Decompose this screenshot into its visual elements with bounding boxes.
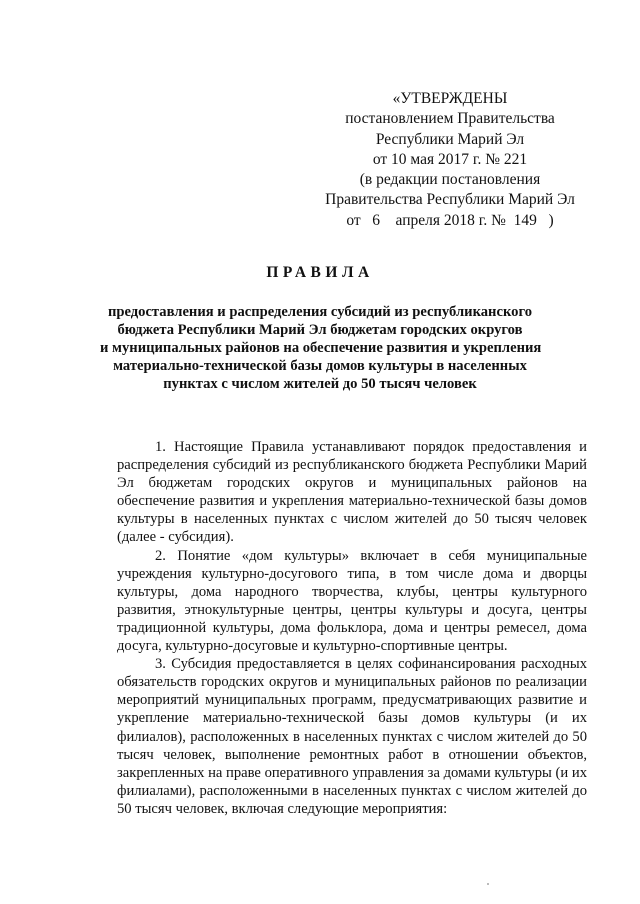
subtitle-line: материально-технической базы домов культуры в населенных	[113, 358, 527, 375]
subtitle-line: и муниципальных районов на обеспечение развития и укрепления	[100, 340, 542, 357]
approval-line: (в редакции постановления	[359, 171, 541, 189]
document-subtitle	[100, 303, 540, 393]
paragraph-2: 2. Понятие «дом культуры» включает в себя муниципальные учреждения культурно-досугового типа, в том числе дома и дворцы культуры, дома народного творчества, клубы, центры культурного развития, этнокультурные центры, центры культуры и досуга, центры традиционной культуры, дома фольклора, дома и центры ремесел, дома досуга, культурно-досуговые и культурно-спортивные центры.	[117, 547, 587, 655]
approval-line: «УТВЕРЖДЕНЫ	[392, 90, 508, 107]
approval-line: постановлением Правительства	[345, 110, 555, 128]
approval-line: от 6 апреля 2018 г. № 149 )	[346, 211, 554, 229]
document-body	[117, 438, 587, 818]
subtitle-line: пунктах с числом жителей до 50 тысяч человек	[163, 376, 477, 393]
document-heading: ПРАВИЛА	[266, 264, 374, 281]
paragraph-3: 3. Субсидия предоставляется в целях софинансирования расходных обязательств городских округов и муниципальных районов по реализации мероприятий муниципальных программ, предусматривающих развитие и укрепление материально-технической базы домов культуры (и их филиалов), расположенных в населенных пунктах с числом жителей до 50 тысяч человек, выполнение ремонтных работ в отношении объектов, закрепленных на праве оперативного управления за домами культуры (и их филиалами), расположенными в населенных пунктах с числом жителей до 50 тысяч человек, включая следующие мероприятия:	[117, 656, 587, 817]
paragraph-1: 1. Настоящие Правила устанавливают порядок предоставления и распределения субсидий из республиканского бюджета Республики Марий Эл бюджетам городских округов и муниципальных районов на обеспечение развития и укрепления материально-технической базы домов культуры в населенных пунктах с числом жителей до 50 тысяч человек (далее - субсидия).	[117, 439, 587, 546]
scan-speck	[487, 883, 489, 885]
approval-line: от 10 мая 2017 г. № 221	[372, 150, 528, 168]
approval-line: Республики Марий Эл	[375, 130, 525, 148]
subtitle-line: предоставления и распределения субсидий из республиканского	[107, 304, 533, 320]
subtitle-line: бюджета Республики Марий Эл бюджетам городских округов	[117, 322, 523, 339]
approval-block	[320, 89, 580, 231]
approval-line: Правительства Республики Марий Эл	[325, 191, 575, 209]
